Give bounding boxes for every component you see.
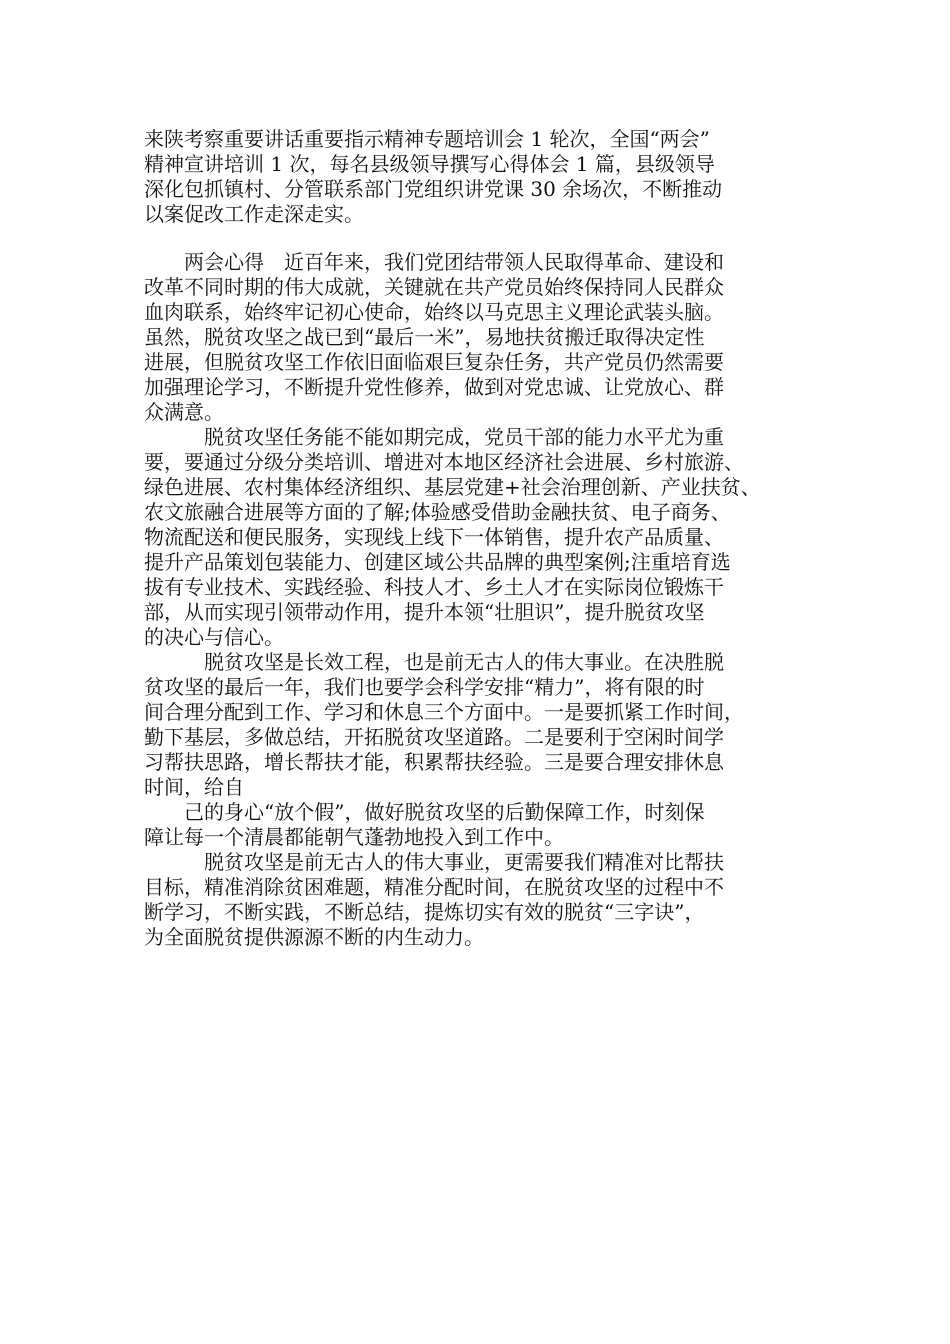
text-line: 贫攻坚的最后一年，我们也要学会科学安排“精力”，将有限的时 bbox=[144, 675, 705, 699]
text-line: 脱贫攻坚是前无古人的伟大事业，更需要我们精准对比帮扶 bbox=[144, 850, 724, 874]
text-line: 脱贫攻坚是长效工程，也是前无古人的伟大事业。在决胜脱 bbox=[144, 650, 724, 674]
text-line: 为全面脱贫提供源源不断的内生动力。 bbox=[144, 925, 484, 949]
text-line: 两会心得 近百年来，我们党团结带领人民取得革命、建设和 bbox=[144, 250, 724, 274]
text-line: 以案促改工作走深走实。 bbox=[144, 202, 364, 226]
text-line: 农文旅融合进展等方面的了解;体验感受借助金融扶贫、电子商务、 bbox=[144, 500, 731, 524]
text-line: 勤下基层，多做总结，开拓脱贫攻坚道路。二是要利于空闲时间学 bbox=[144, 725, 724, 749]
text-line: 障让每一个清晨都能朝气蓬勃地投入到工作中。 bbox=[144, 825, 564, 849]
text-line: 众满意。 bbox=[144, 400, 224, 424]
text-line: 绿色进展、农村集体经济组织、基层党建+社会治理创新、产业扶贫、 bbox=[144, 475, 761, 499]
text-line: 习帮扶思路，增长帮扶才能，积累帮扶经验。三是要合理安排休息 bbox=[144, 750, 724, 774]
text-line: 己的身心“放个假”，做好脱贫攻坚的后勤保障工作，时刻保 bbox=[144, 800, 705, 824]
text-line: 的决心与信心。 bbox=[144, 625, 284, 649]
text-line: 改革不同时期的伟大成就，关键就在共产党员始终保持同人民群众 bbox=[144, 275, 724, 299]
text-line: 拔有专业技术、实践经验、科技人才、乡土人才在实际岗位锻炼干 bbox=[144, 575, 724, 599]
text-line: 时间，给自 bbox=[144, 775, 244, 799]
text-line: 物流配送和便民服务，实现线上线下一体销售，提升农产品质量、 bbox=[144, 525, 724, 549]
text-line: 来陕考察重要讲话重要指示精神专题培训会 1 轮次，全国“两会” bbox=[144, 127, 710, 151]
text-line: 精神宣讲培训 1 次，每名县级领导撰写心得体会 1 篇，县级领导 bbox=[144, 152, 715, 176]
text-line: 要，要通过分级分类培训、增进对本地区经济社会进展、乡村旅游、 bbox=[144, 450, 744, 474]
text-line: 深化包抓镇村、分管联系部门党组织讲党课 30 余场次，不断推动 bbox=[144, 177, 723, 201]
text-line: 虽然，脱贫攻坚之战已到“最后一米”，易地扶贫搬迁取得决定性 bbox=[144, 325, 705, 349]
text-line: 血肉联系，始终牢记初心使命，始终以马克思主义理论武装头脑。 bbox=[144, 300, 724, 324]
text-line: 部，从而实现引领带动作用，提升本领“壮胆识”，提升脱贫攻坚 bbox=[144, 600, 705, 624]
text-line: 进展，但脱贫攻坚工作依旧面临艰巨复杂任务，共产党员仍然需要 bbox=[144, 350, 724, 374]
text-line: 加强理论学习，不断提升党性修养，做到对党忠诚、让党放心、群 bbox=[144, 375, 724, 399]
text-line: 提升产品策划包装能力、创建区域公共品牌的典型案例;注重培育选 bbox=[144, 550, 731, 574]
text-line: 脱贫攻坚任务能不能如期完成，党员干部的能力水平尤为重 bbox=[144, 425, 724, 449]
text-line: 目标，精准消除贫困难题，精准分配时间，在脱贫攻坚的过程中不 bbox=[144, 875, 724, 899]
text-line: 间合理分配到工作、学习和休息三个方面中。一是要抓紧工作时间， bbox=[144, 700, 744, 724]
text-line: 断学习，不断实践，不断总结，提炼切实有效的脱贫“三字诀”， bbox=[144, 900, 705, 924]
